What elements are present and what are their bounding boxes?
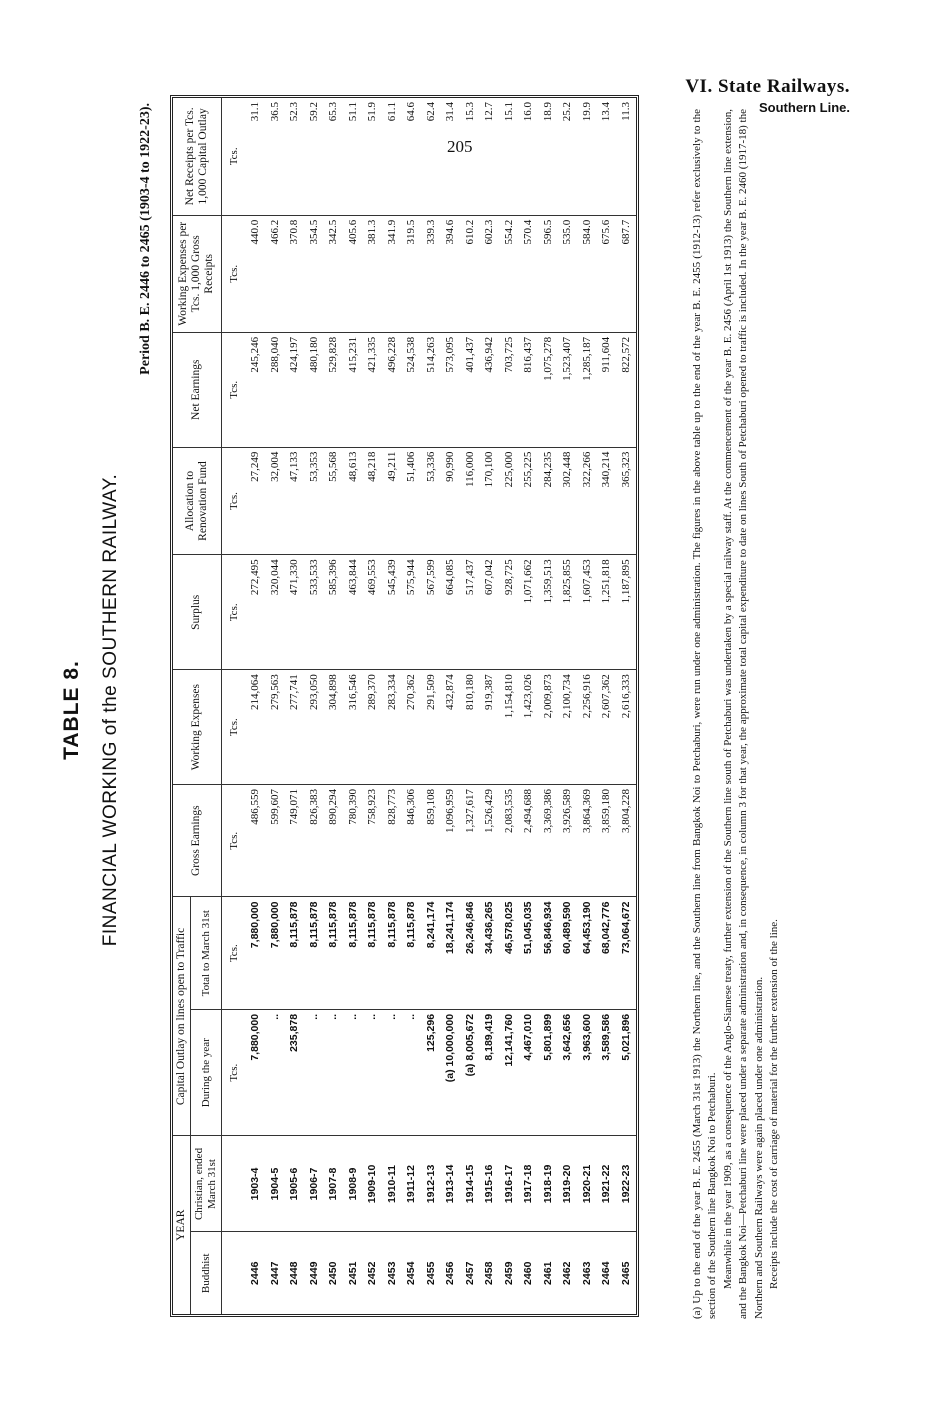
working-ratio-cell: 535.0: [558, 215, 578, 332]
capital-total-cell: 68,042,776: [597, 897, 617, 1009]
working-expenses-cell: 291,509: [421, 670, 441, 785]
working-ratio-cell: 687.7: [616, 215, 636, 332]
working-expenses-cell: 283,334: [382, 670, 402, 785]
working-expenses-cell: 304,898: [324, 670, 344, 785]
capital-total-cell: 46,578,025: [499, 897, 519, 1009]
capital-during-cell: ..: [363, 1009, 383, 1136]
year-header: YEAR: [173, 1136, 191, 1314]
buddhist-year-cell: 2455: [424, 1261, 437, 1285]
working-ratio-cell: 610.2: [460, 215, 480, 332]
working-ratio-cell: 602.3: [480, 215, 500, 332]
table-row: [558, 98, 578, 1314]
surplus-cell: 320,044: [265, 555, 285, 670]
unit-label: Tcs.: [221, 785, 246, 897]
christian-year-cell: 1911-12: [402, 1136, 422, 1232]
working-expenses-cell: 279,563: [265, 670, 285, 785]
gross-earnings-cell: 2,083,535: [499, 785, 519, 897]
capital-total-cell: 26,246,846: [460, 897, 480, 1009]
surplus-cell: 567,599: [421, 555, 441, 670]
table-row: [499, 98, 519, 1314]
working-expenses-cell: 214,064: [246, 670, 266, 785]
table-row: [402, 98, 422, 1314]
working-ratio-cell: 394.6: [441, 215, 461, 332]
rotated-table-page: [50, 95, 810, 1325]
capital-during-cell: 3,963,600: [577, 1009, 597, 1136]
buddhist-year-cell: 2447: [268, 1261, 281, 1285]
gross-earnings-cell: 1,327,617: [460, 785, 480, 897]
net-receipts-ratio-cell: 18.9: [538, 98, 558, 215]
christian-header: Christian, ended March 31st: [191, 1136, 221, 1232]
buddhist-year-cell: 2453: [385, 1261, 398, 1285]
capital-total-cell: 7,880,000: [265, 897, 285, 1009]
buddhist-year-cell: 2465: [619, 1261, 632, 1285]
capital-total-cell: 8,115,878: [382, 897, 402, 1009]
net-earnings-cell: 816,437: [519, 332, 539, 447]
working-ratio-cell: 354.5: [304, 215, 324, 332]
table-row: [382, 98, 402, 1314]
net-earnings-header: Net Earnings: [173, 332, 221, 447]
buddhist-year-cell: 2461: [541, 1261, 554, 1285]
renovation-allocation-cell: 90,990: [441, 447, 461, 555]
net-receipts-ratio-cell: 13.4: [597, 98, 617, 215]
table-row: [343, 98, 363, 1314]
renovation-allocation-cell: 255,225: [519, 447, 539, 555]
renovation-allocation-cell: 53,336: [421, 447, 441, 555]
capital-during-cell: ..: [324, 1009, 344, 1136]
christian-year-cell: 1915-16: [480, 1136, 500, 1232]
net-receipts-ratio-cell: 15.3: [460, 98, 480, 215]
footnote-receipts: Receipts include the cost of carriage of material for the further extension of the line.: [767, 919, 780, 1289]
renovation-allocation-cell: 49,211: [382, 447, 402, 555]
surplus-cell: 585,396: [324, 555, 344, 670]
gross-earnings-cell: 3,864,369: [577, 785, 597, 897]
gross-earnings-cell: 1,096,959: [441, 785, 461, 897]
renovation-allocation-cell: 51,406: [402, 447, 422, 555]
working-expenses-cell: 2,256,916: [577, 670, 597, 785]
renovation-allocation-cell: 53,353: [304, 447, 324, 555]
net-earnings-cell: 514,263: [421, 332, 441, 447]
capital-during-cell: 235,878: [285, 1009, 305, 1136]
surplus-cell: 469,553: [363, 555, 383, 670]
renovation-allocation-cell: 47,133: [285, 447, 305, 555]
gross-earnings-cell: 3,859,180: [597, 785, 617, 897]
gross-earnings-cell: 1,526,429: [480, 785, 500, 897]
net-receipts-ratio-cell: 11.3: [616, 98, 636, 215]
working-ratio-cell: 405.6: [343, 215, 363, 332]
table-row: [363, 98, 383, 1314]
financial-table-box: [170, 95, 639, 1317]
unit-label: Tcs.: [221, 670, 246, 785]
capital-total-cell: 64,453,190: [577, 897, 597, 1009]
allocation-header: Allocation to Renovation Fund: [173, 447, 221, 555]
net-earnings-cell: 1,523,407: [558, 332, 578, 447]
renovation-allocation-cell: 284,235: [538, 447, 558, 555]
buddhist-year-cell: 2452: [366, 1261, 379, 1285]
capital-during-cell: 12,141,760: [499, 1009, 519, 1136]
capital-total-cell: 8,115,878: [304, 897, 324, 1009]
surplus-cell: 1,825,855: [558, 555, 578, 670]
net-earnings-cell: 415,231: [343, 332, 363, 447]
buddhist-year-cell: 2457: [463, 1261, 476, 1285]
surplus-cell: 607,042: [480, 555, 500, 670]
working-ratio-cell: 381.3: [363, 215, 383, 332]
net-earnings-cell: 1,285,187: [577, 332, 597, 447]
net-earnings-cell: 496,228: [382, 332, 402, 447]
working-ratio-cell: 675.6: [597, 215, 617, 332]
surplus-cell: 1,251,818: [597, 555, 617, 670]
capital-during-cell: 125,296: [421, 1009, 441, 1136]
buddhist-year-cell: 2446: [249, 1261, 262, 1285]
surplus-cell: 575,944: [402, 555, 422, 670]
net-earnings-cell: 480,180: [304, 332, 324, 447]
net-earnings-cell: 703,725: [499, 332, 519, 447]
financial-table: [173, 98, 636, 1314]
capital-during-cell: ..: [304, 1009, 324, 1136]
buddhist-year-cell: 2450: [327, 1261, 340, 1285]
surplus-cell: 664,085: [441, 555, 461, 670]
renovation-allocation-cell: 170,100: [480, 447, 500, 555]
table-row: [246, 98, 266, 1314]
gross-earnings-cell: 890,294: [324, 785, 344, 897]
christian-year-cell: 1908-9: [343, 1136, 363, 1232]
renovation-allocation-cell: 225,000: [499, 447, 519, 555]
working-ratio-cell: 596.5: [538, 215, 558, 332]
working-ratio-cell: 319.5: [402, 215, 422, 332]
christian-year-cell: 1917-18: [519, 1136, 539, 1232]
net-earnings-cell: 288,040: [265, 332, 285, 447]
net-earnings-cell: 421,335: [363, 332, 383, 447]
gross-earnings-cell: 828,773: [382, 785, 402, 897]
surplus-cell: 1,607,453: [577, 555, 597, 670]
net-receipts-ratio-cell: 51.9: [363, 98, 383, 215]
renovation-allocation-cell: 48,613: [343, 447, 363, 555]
capital-total-cell: 60,489,590: [558, 897, 578, 1009]
renovation-allocation-cell: 365,323: [616, 447, 636, 555]
unit-label: Tcs.: [221, 897, 246, 1009]
net-receipts-ratio-cell: 51.1: [343, 98, 363, 215]
surplus-cell: 463,844: [343, 555, 363, 670]
working-expenses-cell: 919,387: [480, 670, 500, 785]
net-earnings-cell: 401,437: [460, 332, 480, 447]
christian-year-cell: 1906-7: [304, 1136, 324, 1232]
net-earnings-cell: 524,538: [402, 332, 422, 447]
buddhist-year-cell: 2451: [346, 1261, 359, 1285]
capital-total-cell: 8,115,878: [343, 897, 363, 1009]
renovation-allocation-cell: 340,214: [597, 447, 617, 555]
buddhist-year-cell: 2463: [580, 1261, 593, 1285]
surplus-cell: 1,359,513: [538, 555, 558, 670]
renovation-allocation-cell: 55,568: [324, 447, 344, 555]
working-expenses-cell: 1,423,026: [519, 670, 539, 785]
working-expenses-cell: 2,009,873: [538, 670, 558, 785]
working-expenses-cell: 1,154,810: [499, 670, 519, 785]
table-row: [480, 98, 500, 1314]
net-receipts-ratio-cell: 31.4: [441, 98, 461, 215]
buddhist-header: Buddhist: [191, 1232, 221, 1314]
table-row: [597, 98, 617, 1314]
working-header: Working Expenses: [173, 670, 221, 785]
working-expenses-cell: 289,370: [363, 670, 383, 785]
net-earnings-cell: 573,095: [441, 332, 461, 447]
capital-total-cell: 34,436,265: [480, 897, 500, 1009]
buddhist-year-cell: 2456: [444, 1261, 457, 1285]
working-expenses-cell: 316,546: [343, 670, 363, 785]
gross-earnings-cell: 758,923: [363, 785, 383, 897]
capital-total-cell: 73,064,672: [616, 897, 636, 1009]
capital-during-cell: ..: [382, 1009, 402, 1136]
units-row: [221, 98, 246, 1314]
working-expenses-cell: 2,616,333: [616, 670, 636, 785]
buddhist-year-cell: 2464: [600, 1261, 613, 1285]
working-expenses-cell: 432,874: [441, 670, 461, 785]
surplus-cell: 928,725: [499, 555, 519, 670]
christian-year-cell: 1914-15: [460, 1136, 480, 1232]
surplus-header: Surplus: [173, 555, 221, 670]
christian-year-cell: 1903-4: [246, 1136, 266, 1232]
christian-year-cell: 1916-17: [499, 1136, 519, 1232]
footnote-a: (a) Up to the end of the year B. E. 2455 (March 31st 1913) the Northern line, and the Southern line from Bangkok Noi to Petchaburi, were run under one administration. The figures in the above table up to the end of the year B. E. 2455 (1912-13) refer exclusively to the section of the Southern line Bangkok Noi to Petchaburi.: [691, 109, 719, 1319]
gross-earnings-cell: 826,383: [304, 785, 324, 897]
table-title: TABLE 8.: [60, 660, 83, 760]
buddhist-year-cell: 2462: [561, 1261, 574, 1285]
christian-year-cell: 1907-8: [324, 1136, 344, 1232]
gross-earnings-cell: 599,607: [265, 785, 285, 897]
capital-during-cell: 5,021,896: [616, 1009, 636, 1136]
capital-during-cell: ..: [343, 1009, 363, 1136]
table-row: [285, 98, 305, 1314]
working-ratio-header: Working Expenses per Tcs. 1,000 Gross Receipts: [173, 215, 221, 332]
capital-during-cell: (a) 8,005,672: [460, 1009, 480, 1136]
capital-total-cell: 8,115,878: [402, 897, 422, 1009]
gross-earnings-cell: 2,494,688: [519, 785, 539, 897]
capital-during-cell: 5,801,899: [538, 1009, 558, 1136]
capital-total-cell: 8,241,174: [421, 897, 441, 1009]
working-expenses-cell: 810,180: [460, 670, 480, 785]
section-subtitle: Southern Line.: [759, 100, 850, 115]
capital-during-cell: ..: [265, 1009, 285, 1136]
table-row: [616, 98, 636, 1314]
capital-during-cell: (a) 10,000,000: [441, 1009, 461, 1136]
capital-header: Capital Outlay on lines open to Traffic: [173, 897, 191, 1136]
table-row: [324, 98, 344, 1314]
net-earnings-cell: 1,075,278: [538, 332, 558, 447]
total-header: Total to March 31st: [191, 897, 221, 1009]
net-earnings-cell: 529,828: [324, 332, 344, 447]
net-earnings-cell: 436,942: [480, 332, 500, 447]
net-receipts-ratio-cell: 12.7: [480, 98, 500, 215]
table-subtitle: FINANCIAL WORKING of the SOUTHERN RAILWAY.: [100, 473, 121, 947]
table-row: [577, 98, 597, 1314]
capital-total-cell: 8,115,878: [324, 897, 344, 1009]
capital-total-cell: 8,115,878: [285, 897, 305, 1009]
table-row: [460, 98, 480, 1314]
surplus-cell: 1,187,895: [616, 555, 636, 670]
capital-total-cell: 7,880,000: [246, 897, 266, 1009]
buddhist-year-cell: 2460: [522, 1261, 535, 1285]
footnote-history: Meanwhile in the year 1909, as a consequence of the Anglo-Siamese treaty, further extension of the Southern line south of Petchaburi was undertaken by a special railway staff. At the commencement of the year B. E. 2456 (April 1st 1913) the Southern line extension, and the Bangkok Noi—Petchaburi line were placed under a separate administration and, in consequence, in column 3 for that year, the approximate total capital expenditure to date on lines South of Petchaburi opened to traffic is included. In the year B. E. 2460 (1917-18) the Northern and Southern Railways were again placed under one administration.: [721, 109, 765, 1319]
gross-header: Gross Earnings: [173, 785, 221, 897]
table-row: [441, 98, 461, 1314]
capital-total-cell: 51,045,035: [519, 897, 539, 1009]
christian-year-cell: 1905-6: [285, 1136, 305, 1232]
gross-earnings-cell: 3,369,386: [538, 785, 558, 897]
net-receipts-ratio-cell: 52.3: [285, 98, 305, 215]
surplus-cell: 517,437: [460, 555, 480, 670]
christian-year-cell: 1921-22: [597, 1136, 617, 1232]
capital-during-cell: 3,589,586: [597, 1009, 617, 1136]
christian-year-cell: 1912-13: [421, 1136, 441, 1232]
net-earnings-cell: 245,246: [246, 332, 266, 447]
net-receipts-ratio-cell: 31.1: [246, 98, 266, 215]
net-receipts-ratio-cell: 65.3: [324, 98, 344, 215]
gross-earnings-cell: 749,071: [285, 785, 305, 897]
christian-year-cell: 1909-10: [363, 1136, 383, 1232]
surplus-cell: 1,071,662: [519, 555, 539, 670]
surplus-cell: 533,533: [304, 555, 324, 670]
christian-year-cell: 1904-5: [265, 1136, 285, 1232]
working-ratio-cell: 341.9: [382, 215, 402, 332]
table-row: [304, 98, 324, 1314]
renovation-allocation-cell: 302,448: [558, 447, 578, 555]
net-receipts-ratio-cell: 62.4: [421, 98, 441, 215]
capital-total-cell: 56,846,934: [538, 897, 558, 1009]
renovation-allocation-cell: 116,000: [460, 447, 480, 555]
capital-total-cell: 8,115,878: [363, 897, 383, 1009]
working-ratio-cell: 440.0: [246, 215, 266, 332]
working-ratio-cell: 370.8: [285, 215, 305, 332]
christian-year-cell: 1910-11: [382, 1136, 402, 1232]
renovation-allocation-cell: 27,249: [246, 447, 266, 555]
christian-year-cell: 1918-19: [538, 1136, 558, 1232]
unit-label: Tcs.: [221, 447, 246, 555]
working-expenses-cell: 2,100,734: [558, 670, 578, 785]
buddhist-year-cell: 2458: [483, 1261, 496, 1285]
table-row: [538, 98, 558, 1314]
surplus-cell: 471,330: [285, 555, 305, 670]
unit-label: Tcs.: [221, 1009, 246, 1136]
gross-earnings-cell: 780,390: [343, 785, 363, 897]
working-ratio-cell: 570.4: [519, 215, 539, 332]
table-row: [421, 98, 441, 1314]
unit-label: Tcs.: [221, 555, 246, 670]
capital-during-cell: ..: [402, 1009, 422, 1136]
capital-during-cell: 3,642,656: [558, 1009, 578, 1136]
unit-label: Tcs.: [221, 98, 246, 215]
working-expenses-cell: 277,741: [285, 670, 305, 785]
table-row: [519, 98, 539, 1314]
net-receipts-ratio-cell: 19.9: [577, 98, 597, 215]
net-receipts-ratio-cell: 59.2: [304, 98, 324, 215]
net-earnings-cell: 822,572: [616, 332, 636, 447]
renovation-allocation-cell: 48,218: [363, 447, 383, 555]
net-receipts-header: Net Receipts per Tcs. 1,000 Capital Outlay: [173, 98, 221, 215]
footnotes: [690, 109, 782, 1319]
unit-label: Tcs.: [221, 332, 246, 447]
table-row: [265, 98, 285, 1314]
net-receipts-ratio-cell: 15.1: [499, 98, 519, 215]
working-ratio-cell: 466.2: [265, 215, 285, 332]
surplus-cell: 545,439: [382, 555, 402, 670]
gross-earnings-cell: 859,108: [421, 785, 441, 897]
gross-earnings-cell: 3,926,589: [558, 785, 578, 897]
working-expenses-cell: 2,607,362: [597, 670, 617, 785]
net-earnings-cell: 424,197: [285, 332, 305, 447]
buddhist-year-cell: 2454: [405, 1261, 418, 1285]
buddhist-year-cell: 2448: [288, 1261, 301, 1285]
working-ratio-cell: 339.3: [421, 215, 441, 332]
section-title: VI. State Railways.: [685, 76, 850, 97]
net-receipts-ratio-cell: 16.0: [519, 98, 539, 215]
net-receipts-ratio-cell: 61.1: [382, 98, 402, 215]
capital-during-cell: 4,467,010: [519, 1009, 539, 1136]
christian-year-cell: 1920-21: [577, 1136, 597, 1232]
working-expenses-cell: 293,050: [304, 670, 324, 785]
net-receipts-ratio-cell: 25.2: [558, 98, 578, 215]
capital-total-cell: 18,241,174: [441, 897, 461, 1009]
working-ratio-cell: 554.2: [499, 215, 519, 332]
renovation-allocation-cell: 32,004: [265, 447, 285, 555]
page-number: 205: [447, 137, 473, 156]
surplus-cell: 272,495: [246, 555, 266, 670]
working-ratio-cell: 584.0: [577, 215, 597, 332]
net-receipts-ratio-cell: 36.5: [265, 98, 285, 215]
gross-earnings-cell: 3,804,228: [616, 785, 636, 897]
gross-earnings-cell: 846,306: [402, 785, 422, 897]
working-expenses-cell: 270,362: [402, 670, 422, 785]
net-receipts-ratio-cell: 64.6: [402, 98, 422, 215]
christian-year-cell: 1919-20: [558, 1136, 578, 1232]
during-header: During the year: [191, 1009, 221, 1136]
working-ratio-cell: 342.5: [324, 215, 344, 332]
net-earnings-cell: 911,604: [597, 332, 617, 447]
buddhist-year-cell: 2449: [307, 1261, 320, 1285]
christian-year-cell: 1922-23: [616, 1136, 636, 1232]
unit-label: Tcs.: [221, 215, 246, 332]
renovation-allocation-cell: 322,266: [577, 447, 597, 555]
capital-during-cell: 7,880,000: [246, 1009, 266, 1136]
christian-year-cell: 1913-14: [441, 1136, 461, 1232]
buddhist-year-cell: 2459: [502, 1261, 515, 1285]
table-period: Period B. E. 2446 to 2465 (1903-4 to 1922-23).: [138, 103, 153, 375]
capital-during-cell: 8,189,419: [480, 1009, 500, 1136]
gross-earnings-cell: 486,559: [246, 785, 266, 897]
